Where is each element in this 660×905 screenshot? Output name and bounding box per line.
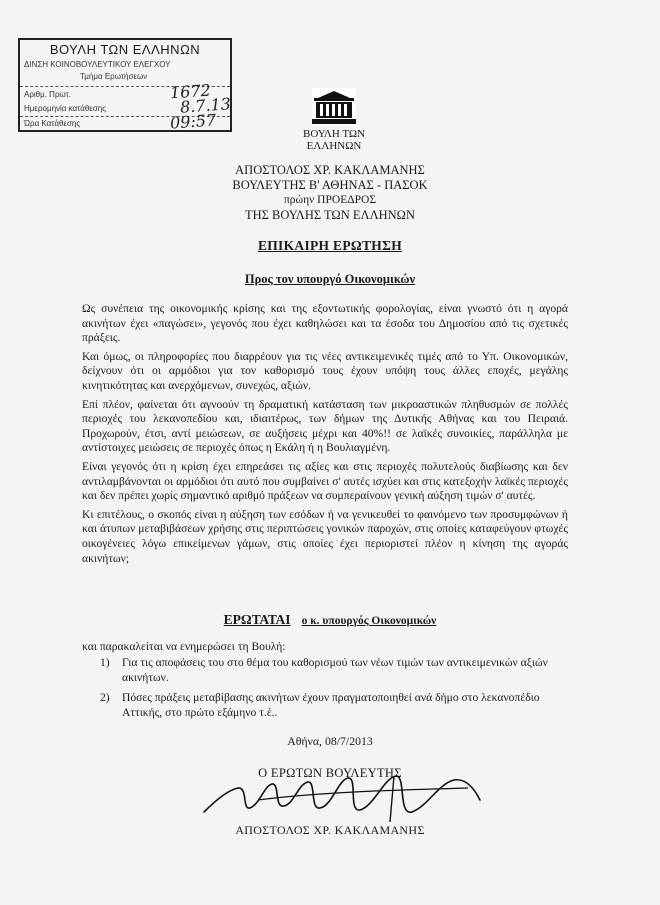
author-role: ΒΟΥΛΕΥΤΗΣ Β' ΑΘΗΝΑΣ - ΠΑΣΟΚ bbox=[232, 178, 428, 192]
question-text: Πόσες πράξεις μεταβίβασης ακινήτων έχουν πραγματοποιηθεί ανά δήμο στο λεκανοπέδιο Αττικής, στο πρώτο εξάμηνο τ.έ.. bbox=[122, 691, 540, 719]
document-subject: ΕΠΙΚΑΙΡΗ ΕΡΩΤΗΣΗ bbox=[257, 238, 403, 253]
registration-stamp bbox=[18, 38, 232, 132]
handwritten-signature bbox=[198, 770, 488, 826]
stamp-number: 1672 bbox=[169, 80, 212, 103]
author-header bbox=[0, 163, 660, 223]
list-item bbox=[100, 656, 562, 685]
stamp-title: ΒΟΥΛΗ ΤΩΝ ΕΛΛΗΝΩΝ bbox=[49, 42, 201, 57]
logo-caption: ΒΟΥΛΗ ΤΩΝ ΕΛΛΗΝΩΝ bbox=[303, 128, 365, 152]
author-parliament: ΤΗΣ ΒΟΥΛΗΣ ΤΩΝ ΕΛΛΗΝΩΝ bbox=[244, 208, 416, 222]
stamp-department: ΔΙΝΣΗ ΚΟΙΝΟΒΟΥΛΕΥΤΙΚΟΥ ΕΛΕΓΧΟΥ bbox=[24, 60, 171, 69]
paragraph: Είναι γεγονός ότι η κρίση έχει επηρεάσει τις αξίες και στις περιοχές πολυτελούς διαβίωσης και δεν αντιλαμβάνονται οι αρμόδιοι ότι αυτό που συμβαίνει σ' αυτές ισχύει και στις κατεξοχήν λαϊκές περιοχές και δεν πρέπει χωρίς σημαντικό αριθμό πράξεων να συμπεραίνουν γενική αύξηση τιμών σ' αυτές. bbox=[82, 459, 568, 503]
question-heading bbox=[0, 612, 660, 628]
signer-name: ΑΠΟΣΤΟΛΟΣ ΧΡ. ΚΑΚΛΑΜΑΝΗΣ bbox=[235, 823, 425, 837]
author-former: πρώην ΠΡΟΕΔΡΟΣ bbox=[283, 194, 377, 206]
paragraph: Και όμως, οι πληροφορίες που διαρρέουν για τις νέες αντικειμενικές τιμές από το Υπ. Οικονομικών, δείχνουν ότι οι αρμόδιοι για τον καθορισμό τους έχουν υπόψη τους άλλες εποχές, μεγάλης κινητικότητας και ανερχόμενων, συνεχώς, αξιών. bbox=[82, 349, 568, 392]
paragraph: Επί πλέον, φαίνεται ότι αγνοούν τη δραματική κατάσταση των μικροαστικών πληθυσμών σε πολλές περιοχές του λεκανοπεδίου και, ιδιαιτέρως, των δήμων της Δυτικής Αθήνας και του Πειραιά. Προχωρούν, έτσι, αντί μειώσεων, σε αυξήσεις μέχρι και 40%!! σε λαϊκές συνοικίες, παράλληλα με αντίστοιχες μειώσεις σε περιοχές όπως η Εκάλη ή η Βουλιαγμένη. bbox=[82, 397, 568, 455]
body-text bbox=[82, 302, 568, 570]
stamp-number-label: Αριθμ. Πρωτ. bbox=[24, 90, 72, 99]
author-name: ΑΠΟΣΤΟΛΟΣ ΧΡ. ΚΑΚΛΑΜΑΝΗΣ bbox=[235, 163, 425, 177]
paragraph: Ως συνέπεια της οικονομικής κρίσης και της εξοντωτικής φορολογίας, είναι γνωστό ότι η αγορά ακινήτων έχει «παγώσει», γεγονός που έχει καθηλώσει και τα έσοδα του Δημοσίου από τις σχετικές πράξεις. bbox=[82, 302, 568, 345]
question-intro: και παρακαλείται να ενημερώσει τη Βουλή: bbox=[82, 640, 286, 653]
stamp-time: 09:57 bbox=[169, 110, 217, 133]
paragraph: Κι επιτέλους, ο σκοπός είναι η αύξηση των εσόδων ή να γενικευθεί το φαινόμενο των προσυμφώνων ή και άτυπων μεταβιβάσεων χρήσης στις περιπτώσεις γονικών παροχών, στις οποίες καταφεύγουν φτωχές οικογένειες λόγω επικείμενων γάμων, στις οποίες έχει περιοριστεί πλέον η κίνηση της αγοράς ακινήτων; bbox=[82, 507, 568, 565]
question-number: 2) bbox=[100, 691, 110, 705]
signer-title: Ο ΕΡΩΤΩΝ ΒΟΥΛΕΥΤΗΣ bbox=[258, 766, 402, 780]
stamp-section: Τμήμα Ερωτήσεων bbox=[80, 72, 148, 81]
stamp-time-label: Ώρα Κατάθεσης bbox=[24, 119, 81, 128]
list-item bbox=[100, 691, 562, 720]
question-number: 1) bbox=[100, 656, 110, 669]
parliament-logo bbox=[278, 88, 390, 152]
document-date: Αθήνα, 08/7/2013 bbox=[287, 734, 373, 748]
question-text: Για τις αποφάσεις του στο θέμα του καθορισμού των νέων τιμών των αντικειμενικών αξιών ακινήτων. bbox=[122, 656, 548, 684]
parliament-building-icon bbox=[312, 88, 356, 126]
document-recipient: Προς τον υπουργό Οικονομικών bbox=[244, 272, 416, 286]
question-list bbox=[100, 656, 562, 726]
stamp-date-label: Ημερομηνία κατάθεσης bbox=[24, 104, 107, 113]
stamp-date: 8.7.13 bbox=[179, 94, 232, 117]
question-heading-title: ΕΡΩΤΑΤΑΙ bbox=[223, 612, 291, 627]
question-heading-addressee: ο κ. υπουργός Οικονομικών bbox=[301, 615, 437, 627]
